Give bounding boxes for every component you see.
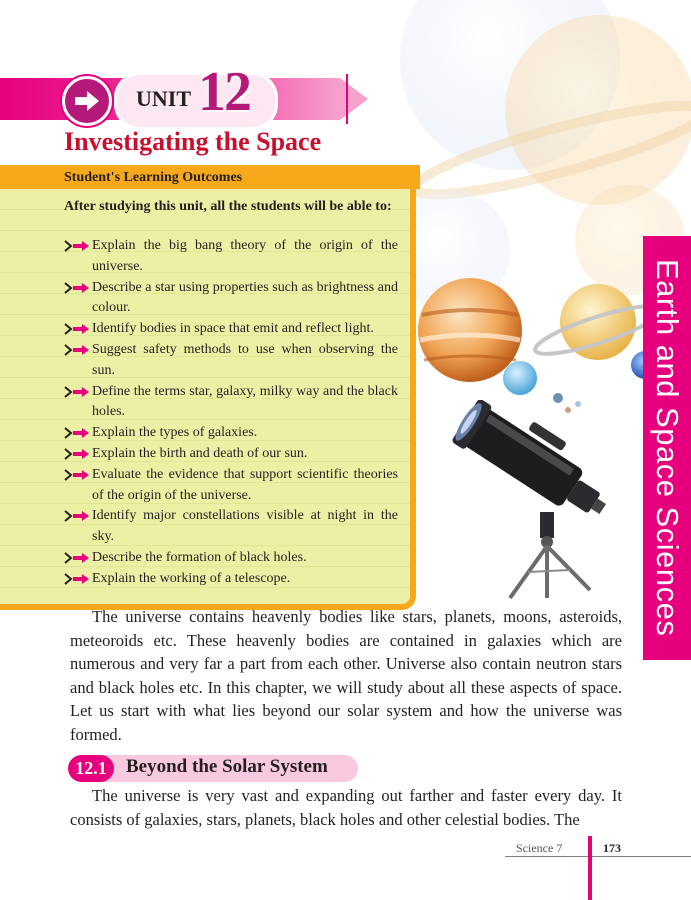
telescope-illustration: [440, 400, 610, 600]
outcome-text: Explain the types of galaxies.: [92, 425, 258, 441]
list-item: [64, 506, 398, 548]
arrow-bullet-icon: [64, 239, 90, 253]
footer-book-title: Science 7: [516, 841, 563, 855]
outcome-text: Define the terms star, galaxy, milky way and the black holes.: [92, 383, 398, 420]
section-number-badge: 12.1: [68, 755, 114, 782]
outcome-text: Identify bodies in space that emit and reflect light.: [92, 321, 374, 337]
section-paragraph-text: The universe is very vast and expanding out farther and faster every day. It consists of galaxies, stars, planets, black holes and other celestial bodies. The: [70, 786, 622, 829]
list-item: [64, 236, 398, 278]
outcomes-header: Student's Learning Outcomes: [0, 165, 420, 189]
arrow-bullet-icon: [64, 468, 90, 482]
arrow-bullet-icon: [64, 281, 90, 295]
sidebar-category-label: Earth and Space Sciences: [650, 259, 685, 637]
outcome-text: Explain the big bang theory of the origin of the universe.: [92, 238, 398, 274]
unit-word: UNIT: [136, 86, 192, 111]
outcome-text: Describe the formation of black holes.: [92, 549, 307, 565]
list-item: [64, 423, 398, 444]
intro-paragraph-text: The universe contains heavenly bodies like stars, planets, moons, asteroids, meteoroids etc. These heavenly bodies are contained in galaxies which are numerous and very far a part from each other. Universe also contain neutron stars and black holes etc. In this chapter, we will study about all these aspects of space. Let us start with what lies beyond our solar system and how the universe was formed.: [70, 607, 622, 744]
page-number: 173: [603, 841, 621, 855]
list-item: [64, 548, 398, 569]
outcome-text: Explain the birth and death of our sun.: [92, 445, 308, 461]
arrow-bullet-icon: [64, 572, 90, 586]
section-paragraph: [70, 784, 622, 831]
arrow-bullet-icon: [64, 322, 90, 336]
list-item: [64, 444, 398, 465]
outcome-text: Evaluate the evidence that support scientific theories of the origin of the universe.: [92, 466, 398, 503]
outcome-text: Explain the working of a telescope.: [92, 570, 291, 586]
outcome-text: Suggest safety methods to use when observing the sun.: [92, 341, 398, 378]
footer-divider: [588, 836, 592, 900]
arrow-bullet-icon: [64, 551, 90, 565]
arrow-bullet-icon: [64, 426, 90, 440]
list-item: [64, 465, 398, 507]
outcomes-list: [64, 236, 398, 590]
outcome-text: Describe a star using properties such as brightness and colour.: [92, 279, 398, 316]
intro-paragraph: [70, 605, 622, 747]
arrow-bullet-icon: [64, 343, 90, 357]
outcomes-intro: After studying this unit, all the students will be able to:: [64, 199, 392, 214]
arrow-bullet-icon: [64, 447, 90, 461]
page-title: Investigating the Space: [64, 127, 322, 156]
list-item: [64, 340, 398, 382]
footer-rule: [505, 856, 691, 857]
list-item: [64, 278, 398, 320]
outcome-text: Identify major constellations visible at night in the sky.: [92, 508, 398, 545]
unit-number: 12: [198, 61, 250, 123]
list-item: [64, 319, 398, 340]
list-item: [64, 569, 398, 590]
list-item: [64, 382, 398, 424]
sidebar-category: [643, 236, 691, 660]
arrow-right-icon: [62, 76, 112, 126]
section-title: Beyond the Solar System: [126, 756, 328, 777]
arrow-bullet-icon: [64, 385, 90, 399]
banner-divider: [346, 74, 348, 124]
arrow-bullet-icon: [64, 509, 90, 523]
